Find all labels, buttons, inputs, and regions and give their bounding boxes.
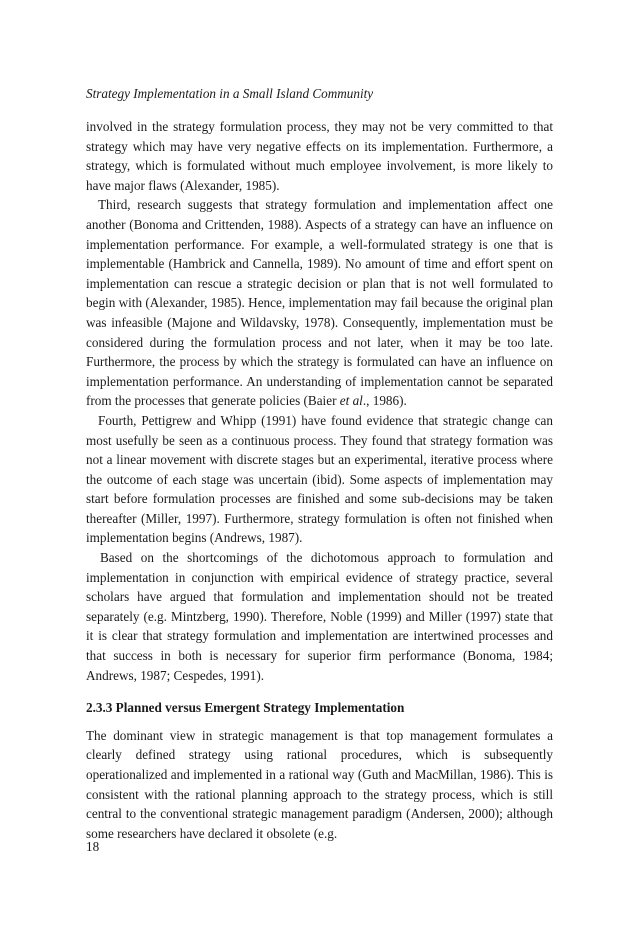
paragraph-4: Based on the shortcomings of the dichotomous approach to formulation and implementation in conjunction with empirical evidence of strategy practice, several scholars have argued that formulation and implementation should not be treated separately (e.g. Mintzberg, 1990). Therefore, Noble (1999) and Miller (1997) state that it is clear that strategy formulation and implementation are intertwined processes and that success in both is necessary for superior firm performance (Bonoma, 1984; Andrews, 1987; Cespedes, 1991). [86,550,553,683]
section-heading: 2.3.3 Planned versus Emergent Strategy Implementation [86,700,405,716]
page-number: 18 [86,839,100,854]
paragraph-3: Fourth, Pettigrew and Whipp (1991) have found evidence that strategic change can most usefully be seen as a continuous process. They found that strategy formation was not a linear movement with discrete stages but an experimental, iterative process where the outcome of each stage was uncertain (ibid). Some aspects of implementation may start before formulation processes are finished and some sub-decisions may be taken thereafter (Miller, 1997). Furthermore, strategy formulation is often not finished when implementation begins (Andrews, 1987). [86,412,553,546]
et-al-italic: et al [339,393,363,409]
paragraph-2 [86,195,553,411]
running-header: Strategy Implementation in a Small Island Community [86,86,374,101]
paragraph-5: The dominant view in strategic management is that top management formulates a clearly defined strategy using rational procedures, which is subsequently operationalized and implemented in a rational way (Guth and MacMillan, 1986). This is consistent with the rational planning approach to the strategy process, which is still central to the conventional strategic management paradigm (Andersen, 2000); although some researchers have declared it obsolete (e.g. [86,727,553,841]
paragraph-1: involved in the strategy formulation process, they may not be very committed to that strategy which may have very negative effects on its implementation. Furthermore, a strategy, which is formulated without much employee involvement, is more likely to have major flaws (Alexander, 1985). [86,119,553,193]
body-text [86,117,553,843]
paragraph-2-text: Third, research suggests that strategy formulation and implementation affect one another (Bonoma and Crittenden, 1988). Aspects of a strategy can have an influence on implementation performance. For example, a well-formulated strategy is one that is implementable (Hambrick and Cannella, 1989). No amount of time and effort spent on implementation can rescue a strategic decision or plan that is not well formulated to begin with (Alexander, 1985). Hence, implementation may fail because the original plan was infeasible (Majone and Wildavsky, 1978). Consequently, implementation must be considered during the formulation process and not later, when it may be too late. Furthermore, the process by which the strategy is formulated can have an influence on implementation performance. An understanding of implementation cannot be separated from the processes that generate policies (Baier [86,197,553,409]
paragraph-2-citation-end: ., 1986). [362,393,407,409]
